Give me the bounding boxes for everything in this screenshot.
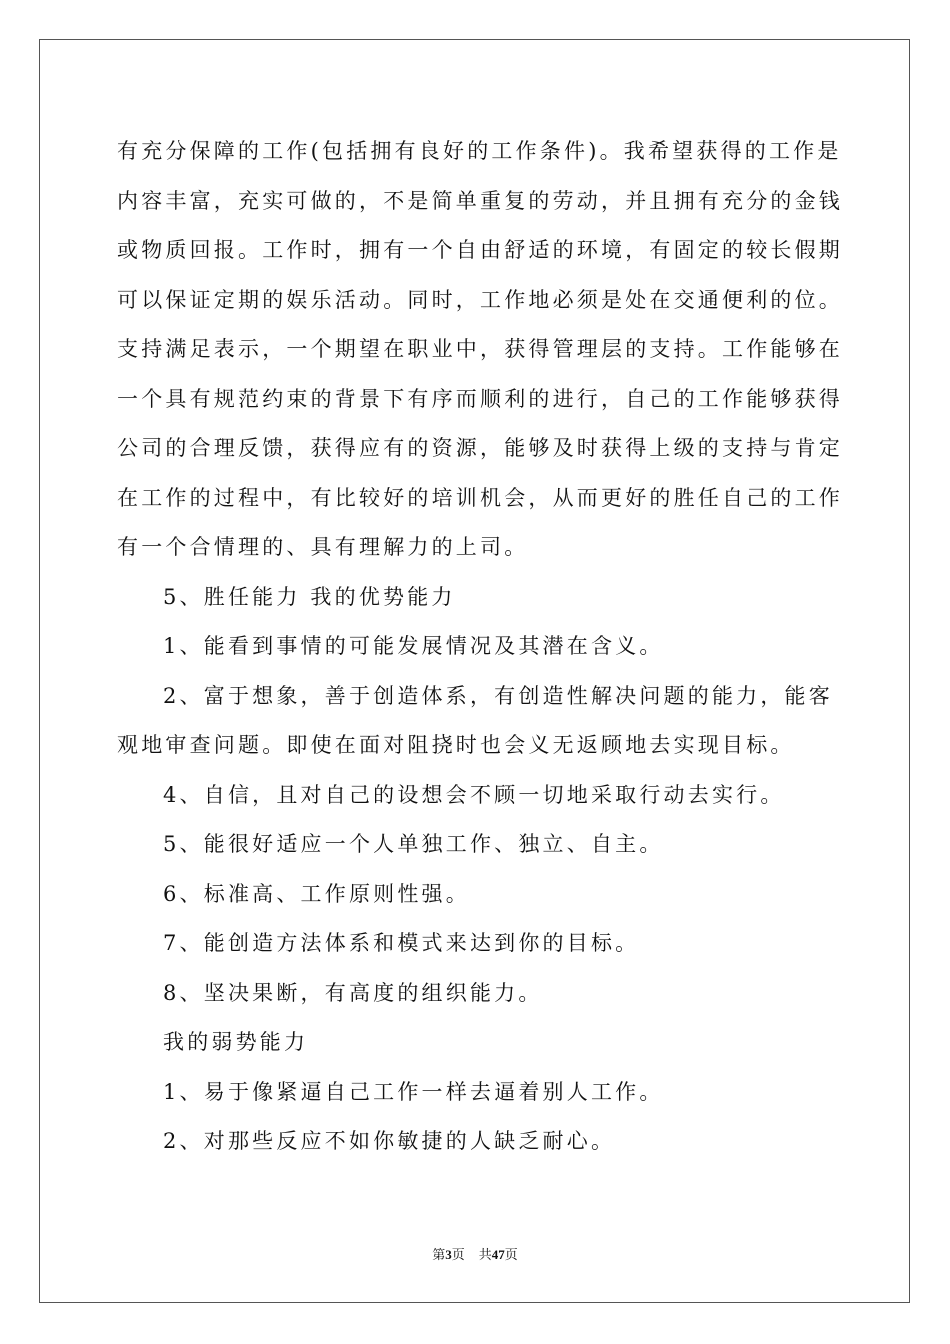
text-line: 支持满足表示，一个期望在职业中，获得管理层的支持。工作能够在 [117,337,843,361]
text-line: 公司的合理反馈，获得应有的资源，能够及时获得上级的支持与肯定 [117,436,843,460]
text-line: 可以保证定期的娱乐活动。同时，工作地必须是处在交通便利的位。 [117,287,843,312]
text-line: 内容丰富，充实可做的，不是简单重复的劳动，并且拥有充分的金钱 [117,188,843,213]
document-body [117,127,843,1167]
text-line: 7、能创造方法体系和模式来达到你的目标。 [163,931,640,955]
text-line: 有充分保障的工作(包括拥有良好的工作条件)。我希望获得的工作是 [117,139,842,163]
page-footer [0,1244,950,1263]
text-line: 5、胜任能力 我的优势能力 [163,584,456,609]
footer-page-prefix: 第 [432,1247,446,1262]
footer-total-pages: 47 [491,1247,505,1262]
text-line: 有一个合情理的、具有理解力的上司。 [117,535,529,559]
text-line: 4、自信，且对自己的设想会不顾一切地采取行动去实行。 [163,782,785,807]
text-line: 2、对那些反应不如你敏捷的人缺乏耐心。 [163,1129,616,1153]
text-line: 1、能看到事情的可能发展情况及其潜在含义。 [163,634,664,658]
footer-page-number: 3 [445,1247,452,1262]
text-line: 观地审查问题。即使在面对阻挠时也会义无返顾地去实现目标。 [117,733,795,757]
text-line: 我的弱势能力 [163,1030,309,1054]
text-line: 在工作的过程中，有比较好的培训机会，从而更好的胜任自己的工作 [117,485,843,510]
footer-page-suffix: 页 [451,1247,465,1262]
footer-total-suffix: 页 [504,1247,518,1262]
footer-total-prefix: 共 [478,1247,492,1262]
text-line: 1、易于像紧逼自己工作一样去逼着别人工作。 [163,1079,664,1104]
text-line: 或物质回报。工作时，拥有一个自由舒适的环境，有固定的较长假期 [117,238,843,262]
text-line: 2、富于想象，善于创造体系，有创造性解决问题的能力，能客 [163,683,833,708]
text-line: 一个具有规范约束的背景下有序而顺利的进行，自己的工作能够获得 [117,386,843,411]
text-line: 8、坚决果断，有高度的组织能力。 [163,980,543,1005]
text-line: 6、标准高、工作原则性强。 [163,881,470,906]
text-line: 5、能很好适应一个人单独工作、独立、自主。 [163,832,664,856]
